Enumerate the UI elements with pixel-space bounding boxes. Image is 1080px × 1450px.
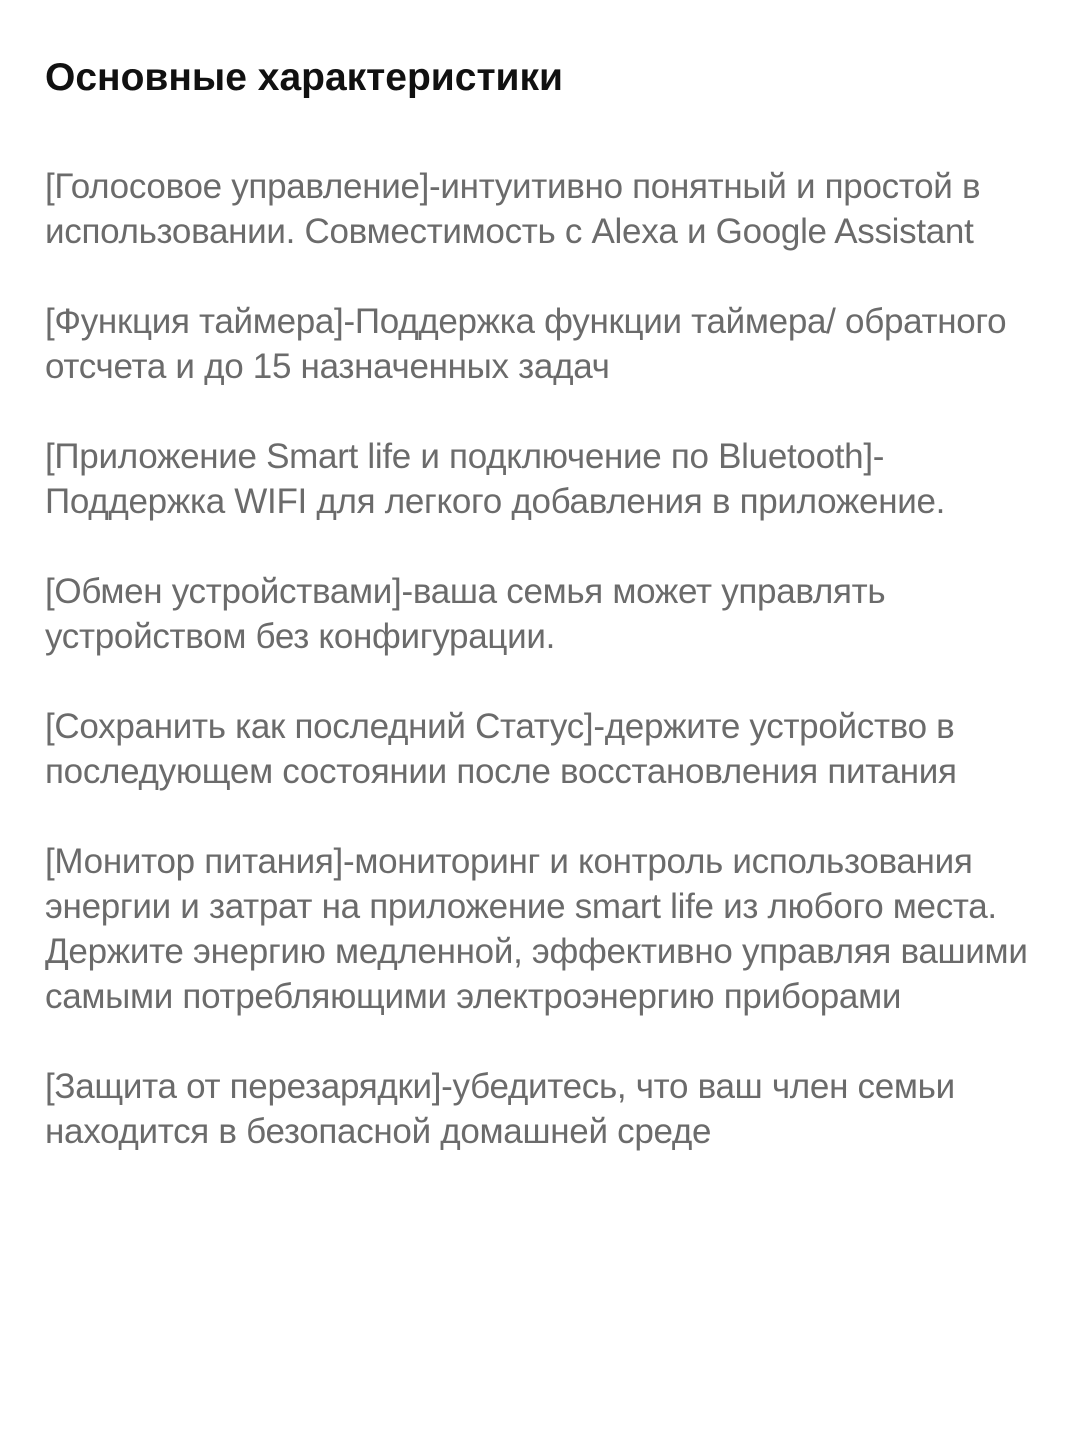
feature-overcharge-protection: [Защита от перезарядки]-убедитесь, что ваш член семьи находится в безопасной домашней среде bbox=[45, 1067, 955, 1151]
feature-timer: [Функция таймера]-Поддержка функции таймера/ обратного отсчета и до 15 назначенных задач bbox=[45, 302, 1007, 386]
feature-power-monitor: [Монитор питания]-мониторинг и контроль использования энергии и затрат на приложение smart life из любого места. Держите энергию медленной, эффективно управляя вашими самыми потребляющими электроэнергию приборами bbox=[45, 842, 1028, 1016]
feature-device-sharing: [Обмен устройствами]-ваша семья может управлять устройством без конфигурации. bbox=[45, 572, 886, 656]
feature-save-last-status: [Сохранить как последний Статус]-держите устройство в последующем состоянии после восстановления питания bbox=[45, 707, 957, 791]
page-title: Основные характеристики bbox=[45, 56, 564, 99]
feature-voice-control: [Голосовое управление]-интуитивно понятный и простой в использовании. Совместимость с Alexa и Google Assistant bbox=[45, 167, 981, 251]
feature-smart-life-app: [Приложение Smart life и подключение по Bluetooth]-Поддержка WIFI для легкого добавления в приложение. bbox=[45, 437, 946, 521]
features-list bbox=[45, 164, 1040, 1154]
